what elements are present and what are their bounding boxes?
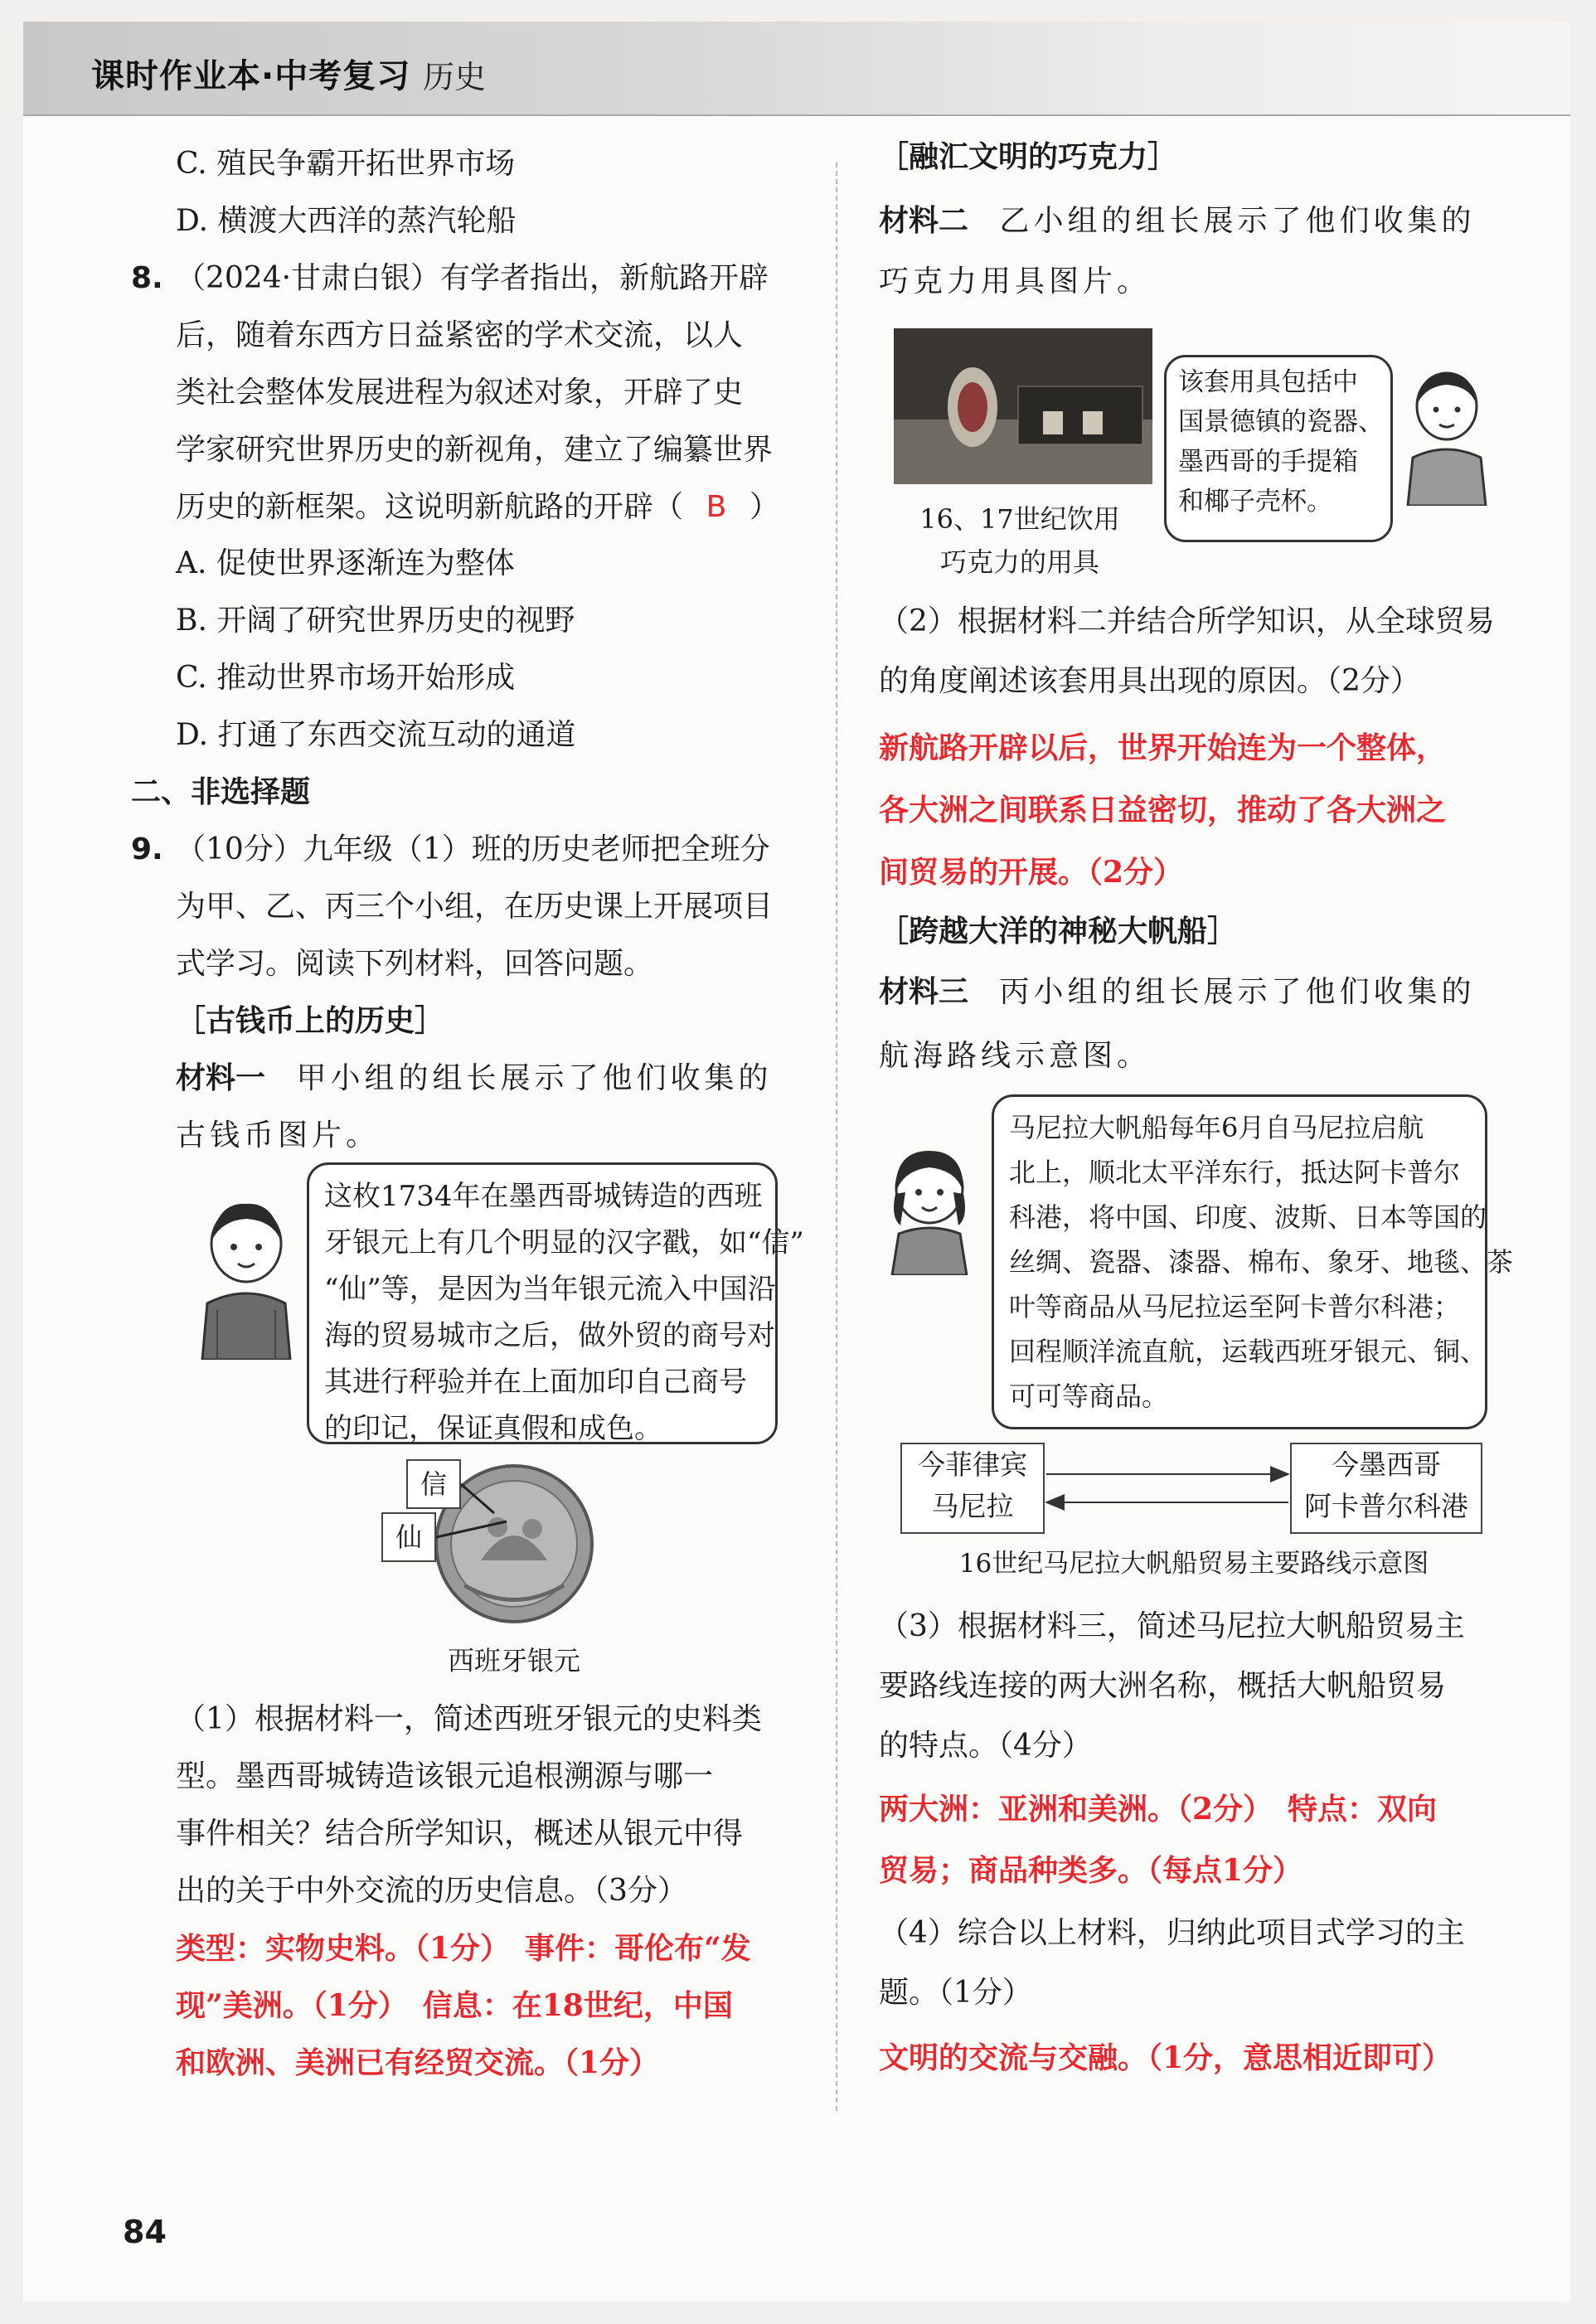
q9-3-answer-1: 两大洲：亚洲和美洲。（2分） 特点：双向 xyxy=(879,1792,1438,1827)
speech1-line: “仙”等，是因为当年银元流入中国沿 xyxy=(324,1273,776,1306)
q9-3-answer-2: 贸易；商品种类多。（每点1分） xyxy=(879,1853,1303,1888)
q7-option-c: C. 殖民争霸开拓世界市场 xyxy=(176,147,516,181)
page-number: 84 xyxy=(123,2214,167,2250)
route-destination-line: 阿卡普尔科港 xyxy=(1304,1490,1468,1522)
route-origin-box xyxy=(900,1443,1045,1534)
column-divider xyxy=(836,163,837,2111)
q9-1-line-1: （1）根据材料一，简述西班牙银元的史料类 xyxy=(176,1702,762,1736)
material1-text2: 古钱币图片。 xyxy=(176,1118,381,1152)
q9-3-line-3: 的特点。（4分） xyxy=(879,1729,1092,1763)
q9-4-line-1: （4）综合以上材料，归纳此项目式学习的主 xyxy=(879,1916,1465,1950)
q8-line-2: 后，随着东西方日益紧密的学术交流，以人 xyxy=(176,318,744,352)
route-destination-line: 今墨西哥 xyxy=(1332,1448,1441,1481)
material3-text: 丙小组的组长展示了他们收集的 xyxy=(999,975,1476,1009)
speech2-line: 国景德镇的瓷器、 xyxy=(1178,407,1384,437)
q9-2-line-2: 的角度阐述该套用具出现的原因。（2分） xyxy=(879,664,1420,698)
q9-2-answer-3: 间贸易的开展。（2分） xyxy=(879,855,1184,890)
speech3-line: 可可等商品。 xyxy=(1009,1380,1169,1412)
q8-line-5 xyxy=(176,489,779,526)
coin-label-xian: 仙 xyxy=(381,1512,436,1562)
q9-1-answer-3: 和欧洲、美洲已有经贸交流。（1分） xyxy=(176,2045,660,2080)
material2-text: 乙小组的组长展示了他们收集的 xyxy=(999,204,1476,238)
material3-label: 材料三 xyxy=(879,975,969,1009)
chocolate-utensils-photo xyxy=(894,328,1152,484)
route-arrows xyxy=(1045,1459,1290,1517)
material2 xyxy=(879,203,1475,240)
q9-number: 9. xyxy=(131,832,163,866)
page-header xyxy=(23,22,1570,116)
material2-text2: 巧克力用具图片。 xyxy=(879,264,1152,298)
q9-intro-2: 为甲、乙、丙三个小组，在历史课上开展项目 xyxy=(176,890,774,924)
q7-option-d: D. 横渡大西洋的蒸汽轮船 xyxy=(176,204,517,238)
section-title: 二、非选择题 xyxy=(131,775,311,809)
speech2-line: 该套用具包括中 xyxy=(1178,367,1358,397)
speech3-line: 科港，将中国、印度、波斯、日本等国的 xyxy=(1009,1201,1487,1233)
photo-caption-line: 巧克力的用具 xyxy=(939,546,1099,578)
coin-label-xin: 信 xyxy=(406,1459,461,1509)
q8-line-4: 学家研究世界历史的新视角，建立了编纂世界 xyxy=(176,433,774,467)
q8-answer: B xyxy=(706,490,727,524)
material3 xyxy=(879,974,1475,1011)
route-caption: 16世纪马尼拉大帆船贸易主要路线示意图 xyxy=(958,1549,1429,1579)
q8-close-paren: ） xyxy=(749,490,780,524)
material1-label: 材料一 xyxy=(176,1061,266,1095)
q8-option-b: B. 开阔了研究世界历史的视野 xyxy=(176,604,575,638)
route-origin-line: 今菲律宾 xyxy=(918,1448,1027,1481)
q9-intro-3: 式学习。阅读下列材料，回答问题。 xyxy=(176,947,654,981)
speech3-line: 马尼拉大帆船每年6月自马尼拉启航 xyxy=(1009,1112,1424,1143)
material2-label: 材料二 xyxy=(879,204,969,238)
speech-bubble-2 xyxy=(1164,355,1393,542)
q9-intro-1: （10分）九年级（1）班的历史老师把全班分 xyxy=(176,832,770,866)
part1-title: ［古钱币上的历史］ xyxy=(176,1004,445,1038)
route-destination-box xyxy=(1290,1443,1482,1534)
book-title: 课时作业本·中考复习 xyxy=(91,57,411,95)
subject-label: 历史 xyxy=(423,59,487,95)
speech-bubble-1 xyxy=(307,1162,804,1445)
speech1-line: 海的贸易城市之后，做外贸的商号对 xyxy=(324,1319,775,1352)
route-origin-line: 马尼拉 xyxy=(931,1490,1014,1522)
q9-1-answer-1: 类型：实物史料。（1分） 事件：哥伦布“发 xyxy=(176,1931,751,1966)
q9-2-answer-1: 新航路开辟以后，世界开始连为一个整体， xyxy=(879,730,1447,765)
photo-caption-line: 16、17世纪饮用 xyxy=(919,503,1120,535)
q8-option-d: D. 打通了东西交流互动的通道 xyxy=(176,718,576,752)
q9-1-line-4: 出的关于中外交流的历史信息。（3分） xyxy=(176,1874,687,1908)
boy-avatar-icon xyxy=(192,1194,300,1360)
q8-line-5-text: 历史的新框架。这说明新航路的开辟（ xyxy=(176,490,684,524)
girl-avatar-icon xyxy=(884,1143,975,1275)
q9-3-line-2: 要路线连接的两大洲名称，概括大帆船贸易 xyxy=(879,1669,1447,1703)
speech1-line: 的印记，保证真假和成色。 xyxy=(324,1412,662,1445)
q8-option-c: C. 推动世界市场开始形成 xyxy=(176,661,516,695)
speech3-line: 丝绸、瓷器、漆器、棉布、象牙、地毯、茶 xyxy=(1009,1246,1514,1278)
q9-1-line-3: 事件相关？结合所学知识，概述从银元中得 xyxy=(176,1817,744,1851)
q8-option-a: A. 促使世界逐渐连为整体 xyxy=(176,546,515,580)
q9-2-line-1: （2）根据材料二并结合所学知识，从全球贸易 xyxy=(879,604,1495,638)
material3-text2: 航海路线示意图。 xyxy=(879,1039,1152,1073)
part2-title: ［融汇文明的巧克力］ xyxy=(879,140,1178,174)
q8-line-3: 类社会整体发展进程为叙述对象，开辟了史 xyxy=(176,376,744,410)
speech2-line: 墨西哥的手提箱 xyxy=(1178,447,1358,477)
material1 xyxy=(176,1060,772,1097)
coin-caption: 西班牙银元 xyxy=(447,1645,580,1676)
material1-text: 甲小组的组长展示了他们收集的 xyxy=(296,1061,773,1095)
q9-2-answer-2: 各大洲之间联系日益密切，推动了各大洲之 xyxy=(879,793,1447,827)
q9-4-answer: 文明的交流与交融。（1分，意思相近即可） xyxy=(879,2040,1453,2075)
part3-title: ［跨越大洋的神秘大帆船］ xyxy=(879,915,1238,949)
speech1-line: 这枚1734年在墨西哥城铸造的西班 xyxy=(324,1180,763,1213)
speech3-line: 回程顺洋流直航，运载西班牙银元、铜、 xyxy=(1009,1336,1487,1367)
speech3-line: 北上，顺北太平洋东行，抵达阿卡普尔 xyxy=(1009,1157,1461,1188)
q8-line-1: （2024·甘肃白银）有学者指出，新航路开辟 xyxy=(176,261,769,295)
speech1-line: 牙银元上有几个明显的汉字戳，如“信” xyxy=(324,1226,804,1259)
speech3-line: 叶等商品从马尼拉运至阿卡普尔科港； xyxy=(1009,1291,1461,1322)
boy-avatar-icon-2 xyxy=(1401,365,1492,506)
speech-bubble-3 xyxy=(992,1094,1514,1429)
photo-caption xyxy=(904,497,1136,584)
q9-4-line-2: 题。（1分） xyxy=(879,1976,1032,2010)
q9-3-line-1: （3）根据材料三，简述马尼拉大帆船贸易主 xyxy=(879,1609,1465,1643)
speech2-line: 和椰子壳杯。 xyxy=(1178,487,1332,517)
q9-1-line-2: 型。墨西哥城铸造该银元追根溯源与哪一 xyxy=(176,1759,714,1793)
speech1-line: 其进行秤验并在上面加印自己商号 xyxy=(324,1366,747,1399)
coin-pointer-lines xyxy=(436,1476,527,1559)
q9-1-answer-2: 现”美洲。（1分） 信息：在18世纪，中国 xyxy=(176,1988,733,2023)
q8-number: 8. xyxy=(131,261,163,295)
